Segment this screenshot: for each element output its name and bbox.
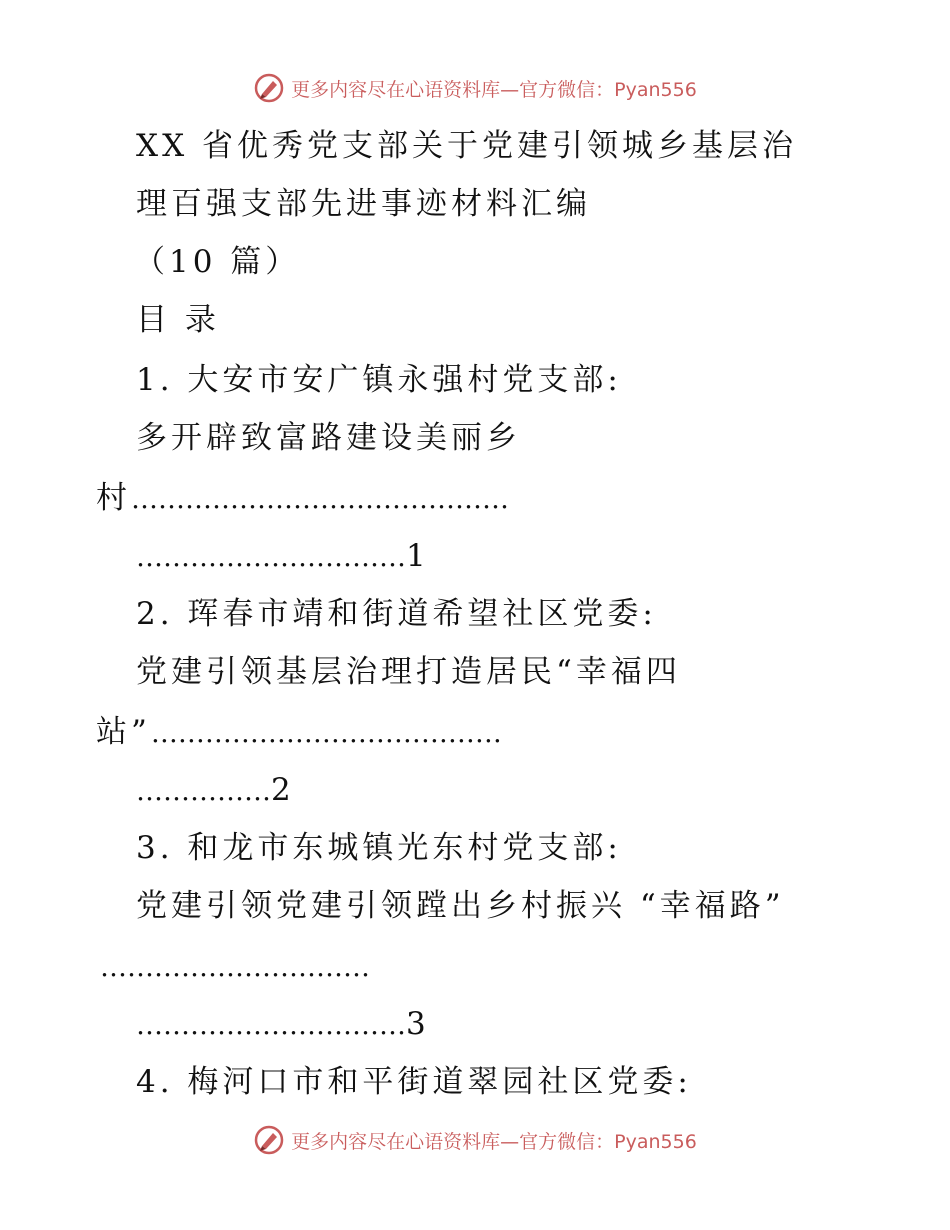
- document-title-count: （10 篇）: [134, 244, 301, 280]
- toc-item-1-dots: ……………………………………: [131, 484, 509, 515]
- toc-item-2-leader: [96, 712, 502, 754]
- toc-item-2-dots: …………………………………: [150, 718, 502, 749]
- watermark-text: 更多内容尽在心语资料库—官方微信：Pyan556: [291, 78, 697, 101]
- toc-item-3-page-number: 3: [406, 1006, 430, 1042]
- toc-item-1-title-end: 村: [96, 480, 131, 516]
- toc-item-3-page-line: [136, 1004, 430, 1046]
- watermark-footer: [0, 1124, 950, 1156]
- pen-logo-icon: [253, 1124, 285, 1156]
- document-title-line-1: XX 省优秀党支部关于党建引领城乡基层治: [136, 128, 797, 164]
- pen-logo-icon: [253, 72, 285, 104]
- toc-item-2-page-line: [136, 770, 295, 812]
- toc-item-1-leader: [96, 478, 509, 520]
- toc-item-1-page-number: 1: [406, 538, 430, 574]
- toc-item-3-heading: 3. 和龙市东城镇光东村党支部:: [136, 830, 622, 866]
- toc-item-3-dots: …………………………: [100, 952, 370, 983]
- toc-item-3-leader: [100, 946, 370, 988]
- document-title-line-2: 理百强支部先进事迹材料汇编: [136, 186, 591, 222]
- toc-item-2-page-dots: ……………: [136, 776, 271, 807]
- toc-item-2-heading: 2. 珲春市靖和街道希望社区党委:: [136, 596, 657, 632]
- toc-item-4-heading: 4. 梅河口市和平街道翠园社区党委:: [136, 1064, 692, 1100]
- toc-item-1-title: 多开辟致富路建设美丽乡: [136, 420, 521, 456]
- toc-item-1-page-dots: …………………………: [136, 542, 406, 573]
- toc-item-1-page-line: [136, 536, 430, 578]
- watermark-text: 更多内容尽在心语资料库—官方微信：Pyan556: [291, 1130, 697, 1153]
- toc-item-2-page-number: 2: [271, 772, 295, 808]
- toc-item-2-title-end: 站”: [96, 714, 151, 750]
- toc-item-3-title: 党建引领党建引领蹚出乡村振兴 “幸福路”: [136, 888, 785, 924]
- watermark-header: [0, 72, 950, 104]
- toc-item-2-title: 党建引领基层治理打造居民“幸福四: [136, 654, 681, 690]
- toc-item-3-page-dots: …………………………: [136, 1010, 406, 1041]
- toc-heading: 目 录: [136, 302, 220, 338]
- toc-item-1-heading: 1. 大安市安广镇永强村党支部:: [136, 362, 622, 398]
